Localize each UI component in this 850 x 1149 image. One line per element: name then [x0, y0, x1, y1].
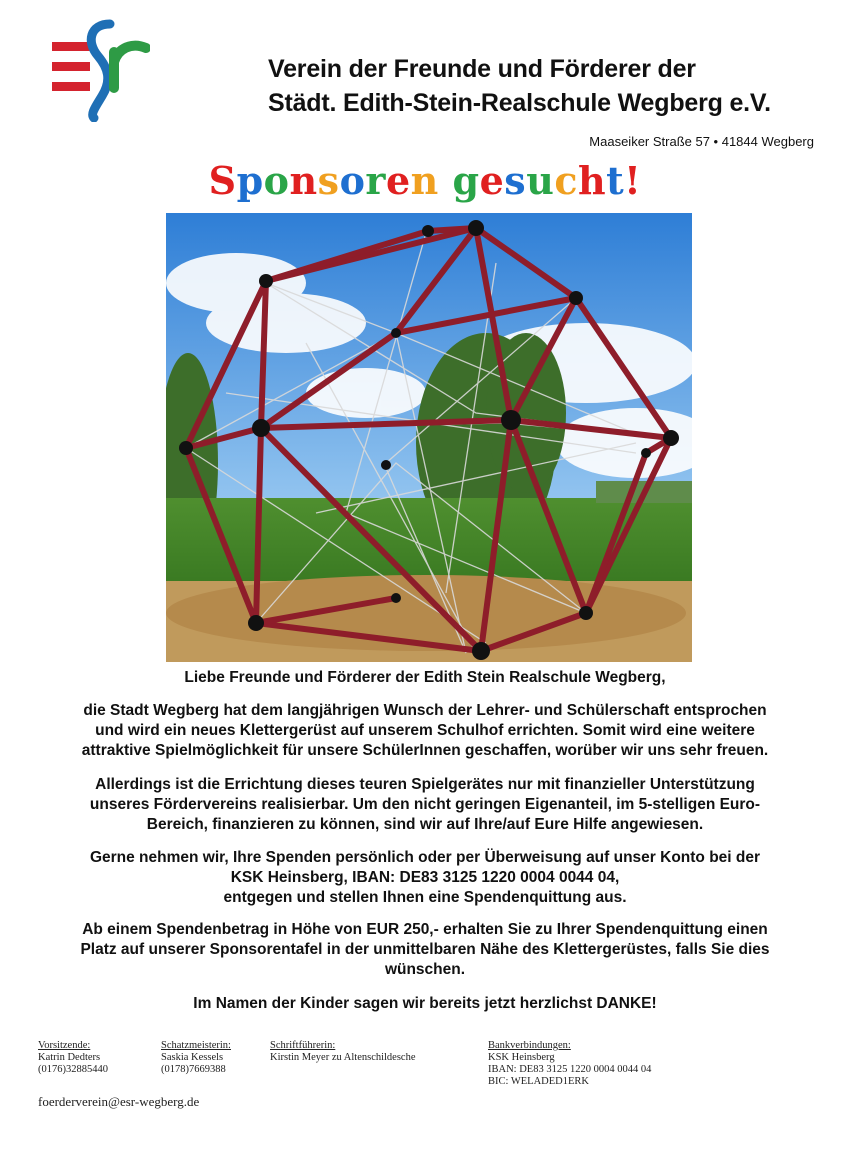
letter-paragraph-1	[20, 701, 830, 761]
headline-letter: e	[385, 158, 411, 203]
headline-letter: o	[263, 158, 290, 203]
footer-secretary	[270, 1040, 416, 1064]
letter-line: Gerne nehmen wir, Ihre Spenden persönlich oder per Überweisung auf unser Konto bei der	[89, 849, 761, 866]
headline-letter: g	[452, 158, 480, 203]
letter-line: die Stadt Wegberg hat dem langjährigen Wunsch der Lehrer- und Schülerschaft entsprochen	[83, 702, 767, 719]
address: Maaseiker Straße 57 • 41844 Wegberg	[589, 134, 814, 149]
org-title	[268, 52, 771, 120]
footer-chair	[38, 1040, 108, 1076]
headline-letter: n	[289, 158, 318, 203]
org-title-line2: Städt. Edith-Stein-Realschule Wegberg e.V.	[268, 89, 771, 117]
headline-letter: o	[339, 158, 366, 203]
footer-heading: Schatzmeisterin:	[161, 1040, 231, 1051]
headline-letter: p	[236, 158, 264, 203]
email-address[interactable]: foerderverein@esr-wegberg.de	[38, 1094, 200, 1109]
footer-bank-name: KSK Heinsberg	[488, 1052, 555, 1063]
footer-bic: BIC: WELADED1ERK	[488, 1076, 590, 1087]
headline-letter: r	[365, 158, 386, 203]
letter-line: wünschen.	[384, 961, 466, 978]
footer-iban: IBAN: DE83 3125 1220 0004 0044 04	[488, 1064, 652, 1075]
footer-heading: Bankverbindungen:	[488, 1040, 571, 1051]
footer-heading: Schriftführerin:	[270, 1040, 336, 1051]
headline-letter: u	[526, 158, 555, 203]
footer-phone: (0178)7669388	[161, 1064, 226, 1075]
logo-red-bars	[52, 42, 90, 91]
letter-greeting: Liebe Freunde und Förderer der Edith Stein Realschule Wegberg,	[184, 669, 666, 686]
letter-paragraph-4	[20, 920, 830, 980]
letter-line: Allerdings ist die Errichtung dieses teuren Spielgerätes nur mit finanzieller Unterstützung	[95, 776, 755, 793]
footer-name: Saskia Kessels	[161, 1052, 224, 1063]
headline-letter: e	[479, 158, 505, 203]
headline-letter: !	[624, 158, 642, 203]
headline-letter: t	[606, 158, 625, 203]
climbing-frame-photo	[166, 213, 692, 662]
logo-green-r	[114, 46, 146, 88]
letter-line: entgegen und stellen Ihnen eine Spendenquittung aus.	[223, 889, 627, 906]
footer-bank	[488, 1040, 651, 1088]
esr-logo	[50, 18, 150, 122]
headline-letter: S	[208, 158, 237, 203]
letter-line: Ab einem Spendenbetrag in Höhe von EUR 250,- erhalten Sie zu Ihrer Spendenquittung einen	[82, 921, 768, 938]
letter-line: Bereich, finanzieren zu können, sind wir auf Ihre/auf Eure Hilfe angewiesen.	[146, 816, 704, 833]
org-title-line1: Verein der Freunde und Förderer der	[268, 55, 696, 83]
letter-closing: Im Namen der Kinder sagen wir bereits jetzt herzlichst DANKE!	[193, 995, 657, 1012]
letter-line: Platz auf unserer Sponsorentafel in der unmittelbaren Nähe des Klettergerüstes, falls Sie dies	[80, 941, 770, 958]
headline	[0, 158, 850, 203]
letter-line: unseres Fördervereins realisierbar. Um den nicht geringen Eigenanteil, im 5-stelligen Euro-	[89, 796, 761, 813]
footer-phone: (0176)32885440	[38, 1064, 108, 1075]
headline-letter: h	[577, 158, 607, 203]
logo-blue-s	[91, 24, 110, 118]
headline-letter: c	[554, 158, 578, 203]
letter-paragraph-2	[20, 775, 830, 835]
headline-letter: n	[410, 158, 439, 203]
headline-letter	[439, 158, 453, 203]
letter-paragraph-3	[20, 848, 830, 908]
letter-line: attraktive Spielmöglichkeit für unsere SchülerInnen geschaffen, worüber wir uns sehr freuen.	[81, 742, 769, 759]
footer-name: Kirstin Meyer zu Altenschildesche	[270, 1052, 416, 1063]
footer-name: Katrin Dedters	[38, 1052, 101, 1063]
headline-letter: s	[504, 158, 527, 203]
letter-line: und wird ein neues Klettergerüst auf unserem Schulhof errichten. Somit wird eine weitere	[95, 722, 755, 739]
footer-treasurer	[161, 1040, 231, 1076]
headline-letter: s	[317, 158, 340, 203]
letter-line: KSK Heinsberg, IBAN: DE83 3125 1220 0004 0044 04,	[230, 869, 620, 886]
footer-heading: Vorsitzende:	[38, 1040, 91, 1051]
